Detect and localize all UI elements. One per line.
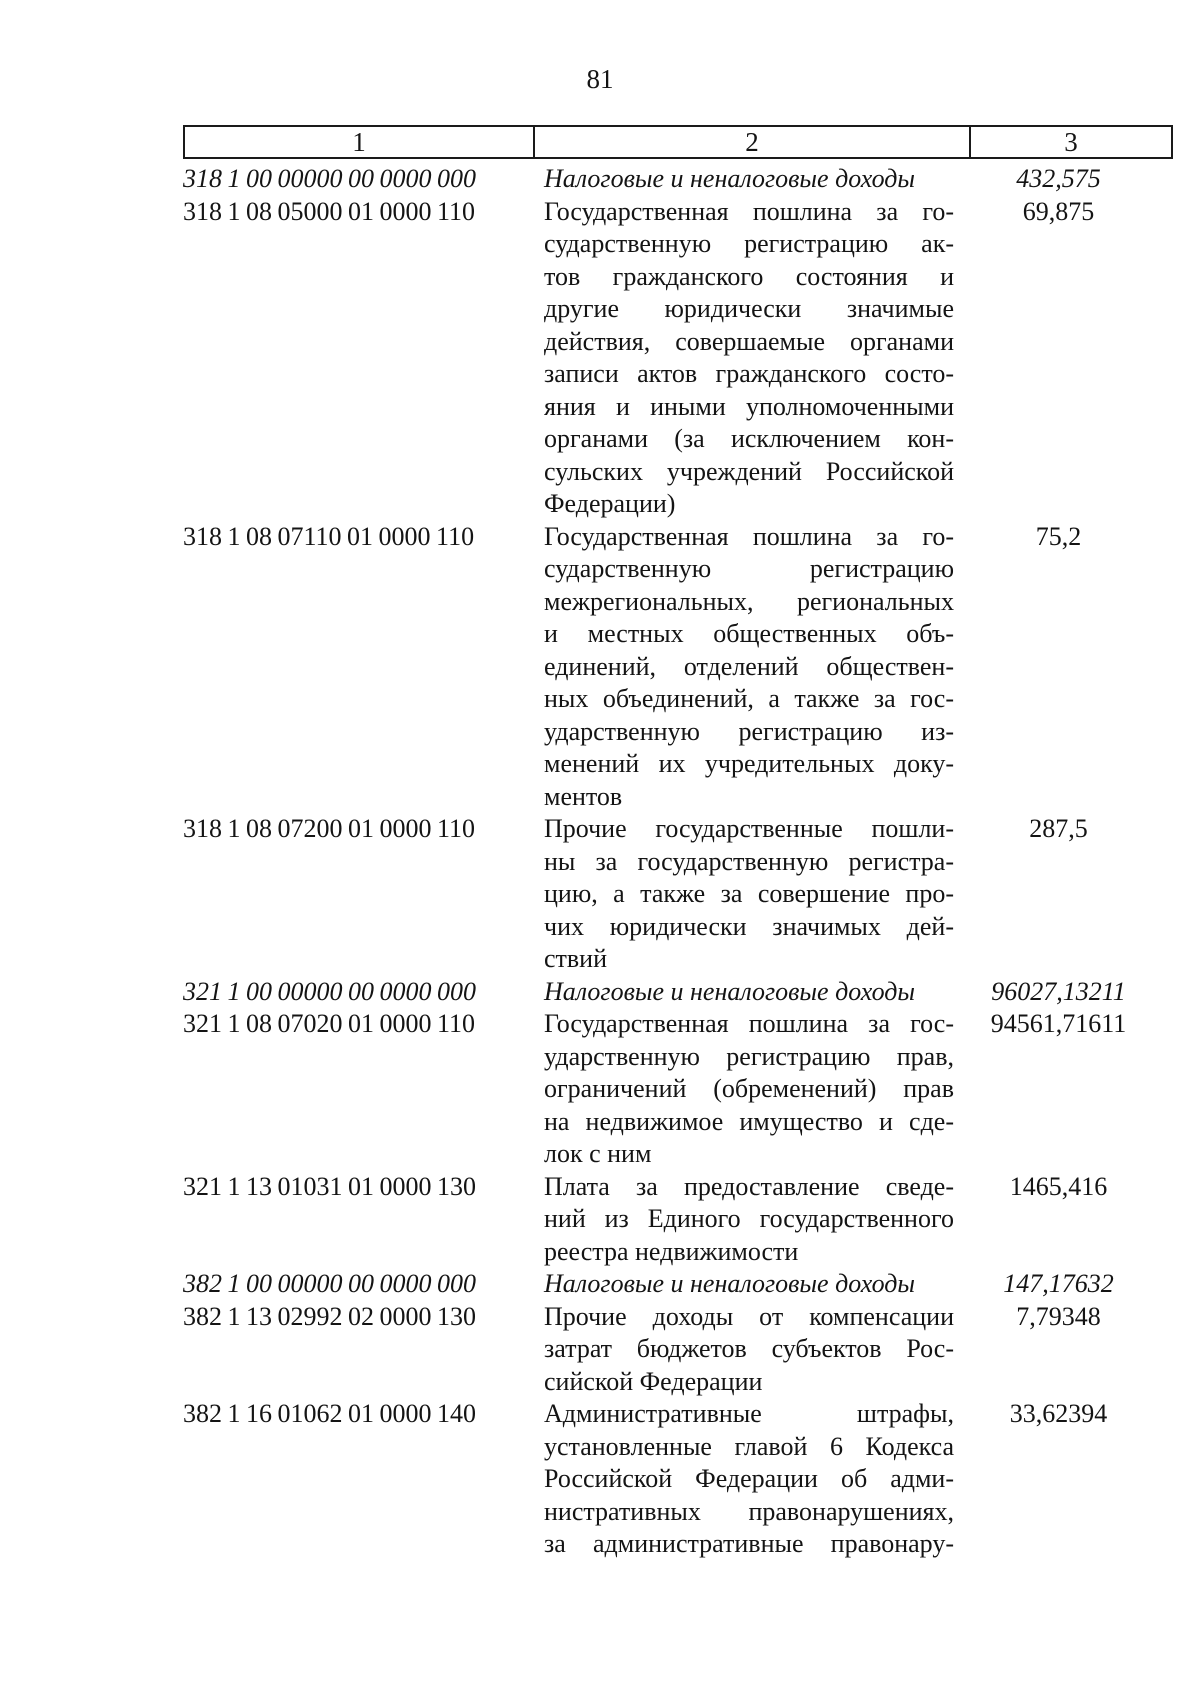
description-line: ударственную регистрацию из- xyxy=(544,716,954,746)
description-line: ний из Единого государственного xyxy=(544,1204,954,1233)
revenue-description xyxy=(540,1268,954,1301)
amount-value: 147,17632 xyxy=(1003,1269,1114,1298)
revenue-code: 318 1 08 05000 01 0000 110 xyxy=(183,196,476,226)
revenue-description xyxy=(540,1301,954,1399)
revenue-code: 321 1 13 01031 01 0000 130 xyxy=(183,1171,476,1201)
description-line: Налоговые и неналоговые доходы xyxy=(544,976,916,1006)
description-line: Государственная пошлина за го- xyxy=(544,196,954,226)
description-line: Государственная пошлина за гос- xyxy=(544,1009,954,1038)
table-header xyxy=(183,125,1173,159)
amount-value: 33,62394 xyxy=(1009,1399,1108,1428)
amount-value: 432,575 xyxy=(1016,164,1101,193)
description-line: яния и иными уполномоченными xyxy=(544,391,954,421)
revenue-code: 318 1 08 07110 01 0000 110 xyxy=(183,521,475,551)
description-line: записи актов гражданского состо- xyxy=(544,359,954,388)
table-row xyxy=(183,1301,1143,1399)
description-line: Российской Федерации об адми- xyxy=(544,1464,954,1493)
revenue-code: 321 1 00 00000 00 0000 000 xyxy=(183,976,476,1006)
revenue-description xyxy=(540,1398,954,1561)
description-line: Прочие государственные пошли- xyxy=(544,814,954,843)
description-line: тов гражданского состояния и xyxy=(544,261,954,291)
description-line: на недвижимое имущество и сде- xyxy=(544,1106,954,1136)
revenue-description xyxy=(540,1171,954,1269)
revenue-description xyxy=(540,521,954,814)
amount-value: 96027,13211 xyxy=(991,976,1126,1006)
revenue-description xyxy=(540,1008,954,1171)
description-line: нистративных правонарушениях, xyxy=(544,1496,954,1526)
revenue-description xyxy=(540,976,954,1009)
description-line: сульских учреждений Российской xyxy=(544,456,954,486)
amount-value: 69,875 xyxy=(1022,196,1095,226)
description-line: единений, отделений обществен- xyxy=(544,651,954,681)
description-line: Федерации) xyxy=(544,489,676,518)
description-line: ных объединений, а также за гос- xyxy=(544,684,954,713)
description-line: ментов xyxy=(544,781,623,811)
description-line: Административные штрафы, xyxy=(544,1399,954,1428)
description-line: цию, а также за совершение про- xyxy=(544,879,954,908)
table-row xyxy=(183,1398,1143,1561)
description-line: затрат бюджетов субъектов Рос- xyxy=(544,1334,954,1363)
amount-value: 287,5 xyxy=(1029,814,1088,843)
page-number: 81 xyxy=(586,64,614,94)
description-line: и местных общественных объ- xyxy=(544,619,954,648)
description-line: Плата за предоставление сведе- xyxy=(544,1171,954,1201)
description-line: действия, совершаемые органами xyxy=(544,326,954,356)
amount-value: 75,2 xyxy=(1035,521,1082,551)
revenue-code: 382 1 16 01062 01 0000 140 xyxy=(183,1399,476,1428)
description-line: сударственную регистрацию xyxy=(544,554,954,583)
description-line: другие юридически значимые xyxy=(544,294,954,323)
revenue-description xyxy=(540,196,954,521)
description-line: ствий xyxy=(544,944,608,973)
amount-value: 94561,71611 xyxy=(990,1009,1127,1038)
description-line: чих юридически значимых дей- xyxy=(544,911,954,941)
description-line: сударственную регистрацию ак- xyxy=(544,229,954,258)
description-line: установленные главой 6 Кодекса xyxy=(544,1431,954,1461)
description-line: Налоговые и неналоговые доходы xyxy=(544,164,916,193)
table-row xyxy=(183,196,1143,521)
table-row-subtotal xyxy=(183,976,1143,1009)
description-line: органами (за исключением кон- xyxy=(544,424,954,453)
description-line: Налоговые и неналоговые доходы xyxy=(544,1269,916,1298)
table-row-subtotal xyxy=(183,163,1143,196)
table-row xyxy=(183,1171,1143,1269)
column-header-3: 3 xyxy=(1064,126,1078,157)
column-header-1: 1 xyxy=(185,127,535,157)
description-line: менений их учредительных доку- xyxy=(544,749,954,778)
revenue-code: 318 1 08 07200 01 0000 110 xyxy=(183,814,476,843)
description-line: реестра недвижимости xyxy=(544,1236,799,1266)
table-row xyxy=(183,521,1143,814)
description-line: лок с ним xyxy=(544,1139,652,1168)
description-line: ны за государственную регистра- xyxy=(544,846,954,876)
description-line: ограничений (обременений) прав xyxy=(544,1074,954,1103)
revenue-description xyxy=(540,813,954,976)
description-line: межрегиональных, региональных xyxy=(544,586,954,616)
amount-value: 7,79348 xyxy=(1016,1301,1101,1331)
table-row-subtotal xyxy=(183,1268,1143,1301)
description-line: сийской Федерации xyxy=(544,1366,763,1396)
description-line: Государственная пошлина за го- xyxy=(544,521,954,551)
revenue-description xyxy=(540,163,954,196)
revenue-code: 382 1 13 02992 02 0000 130 xyxy=(183,1301,476,1331)
table-row xyxy=(183,1008,1143,1171)
description-line: ударственную регистрацию прав, xyxy=(544,1041,954,1071)
amount-value: 1465,416 xyxy=(1009,1171,1108,1201)
table-body xyxy=(183,163,1143,1561)
description-line: Прочие доходы от компенсации xyxy=(544,1301,954,1331)
description-line: за административные правонару- xyxy=(544,1529,954,1558)
revenue-code: 382 1 00 00000 00 0000 000 xyxy=(183,1269,476,1298)
column-header-2: 2 xyxy=(535,127,971,157)
table-row xyxy=(183,813,1143,976)
revenue-code: 321 1 08 07020 01 0000 110 xyxy=(183,1009,476,1038)
revenue-code: 318 1 00 00000 00 0000 000 xyxy=(183,164,476,193)
